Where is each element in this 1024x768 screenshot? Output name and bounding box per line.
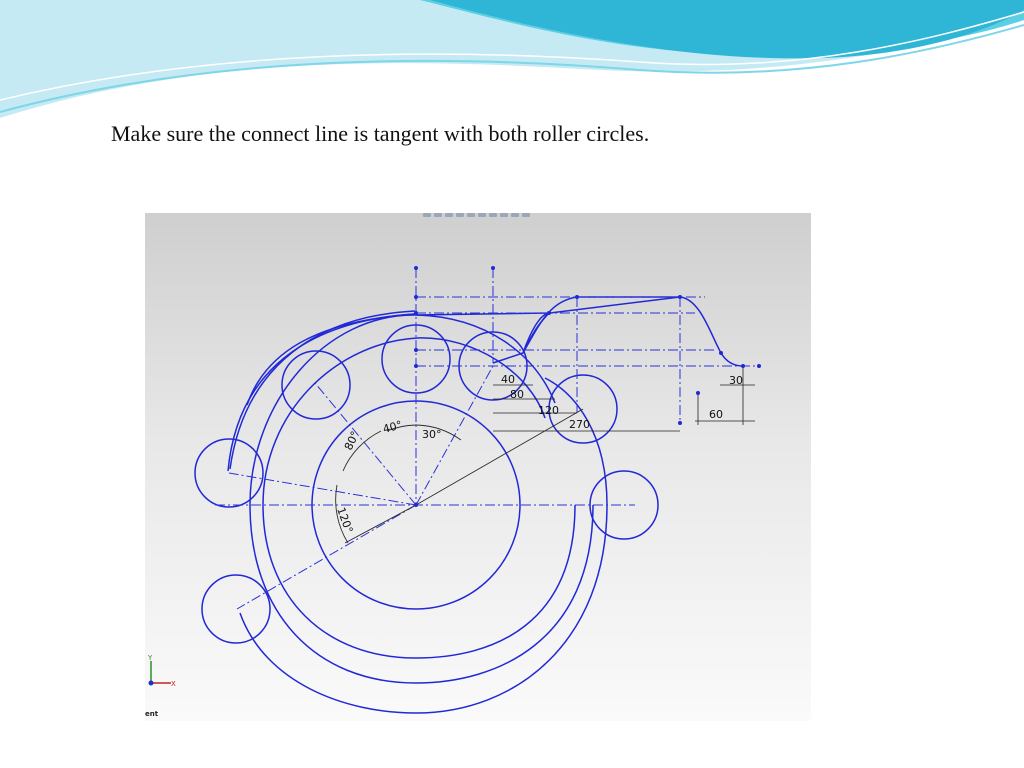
triad-y-label: Y	[148, 654, 153, 662]
triad-x-label: X	[171, 680, 176, 688]
connect-line	[493, 297, 680, 363]
angle-label-120: 120°	[334, 505, 356, 535]
sketch-point	[414, 311, 418, 315]
roller-circle-7	[202, 575, 270, 643]
cam-spiral-middle	[263, 338, 575, 658]
sketch-point	[414, 295, 418, 299]
dim-label-80: 80	[510, 388, 524, 401]
sketch-point	[757, 364, 761, 368]
angle-label-40: 40°	[381, 418, 404, 436]
dim-label-270: 270	[569, 418, 590, 431]
cam-roller-sketch	[145, 213, 811, 721]
sketch-point	[678, 421, 682, 425]
sketch-point	[741, 364, 745, 368]
coordinate-triad	[147, 654, 176, 688]
feature-tree-label: ent	[145, 710, 159, 718]
dim-label-60: 60	[709, 408, 723, 421]
centerline-diag-3	[229, 473, 416, 505]
cam-spiral-profile	[250, 315, 593, 683]
cam-spiral-start	[247, 314, 415, 405]
roller-circle-2	[282, 351, 350, 419]
angle-label-80: 80°	[341, 429, 362, 453]
construction-line-30	[416, 409, 583, 505]
sketch-point	[414, 503, 418, 507]
slide-header-wave	[0, 0, 1024, 120]
follower-lift-profile	[416, 297, 743, 366]
cad-sketch-viewport[interactable]	[145, 213, 811, 721]
sketch-point	[414, 266, 418, 270]
sketch-point	[414, 364, 418, 368]
angle-label-30: 30°	[422, 428, 442, 441]
sketch-point	[696, 391, 700, 395]
slide-caption: Make sure the connect line is tangent with both roller circles.	[111, 121, 650, 146]
sketch-point	[575, 295, 579, 299]
sketch-point	[678, 295, 682, 299]
sketch-point	[719, 351, 723, 355]
dim-label-120: 120	[538, 404, 559, 417]
dim-label-40: 40	[501, 373, 515, 386]
sketch-point	[491, 266, 495, 270]
sketch-point	[547, 311, 551, 315]
dim-label-30: 30	[729, 374, 743, 387]
construction-line-120	[345, 505, 416, 543]
sketch-point	[414, 348, 418, 352]
centerline-diag-1	[315, 383, 416, 505]
